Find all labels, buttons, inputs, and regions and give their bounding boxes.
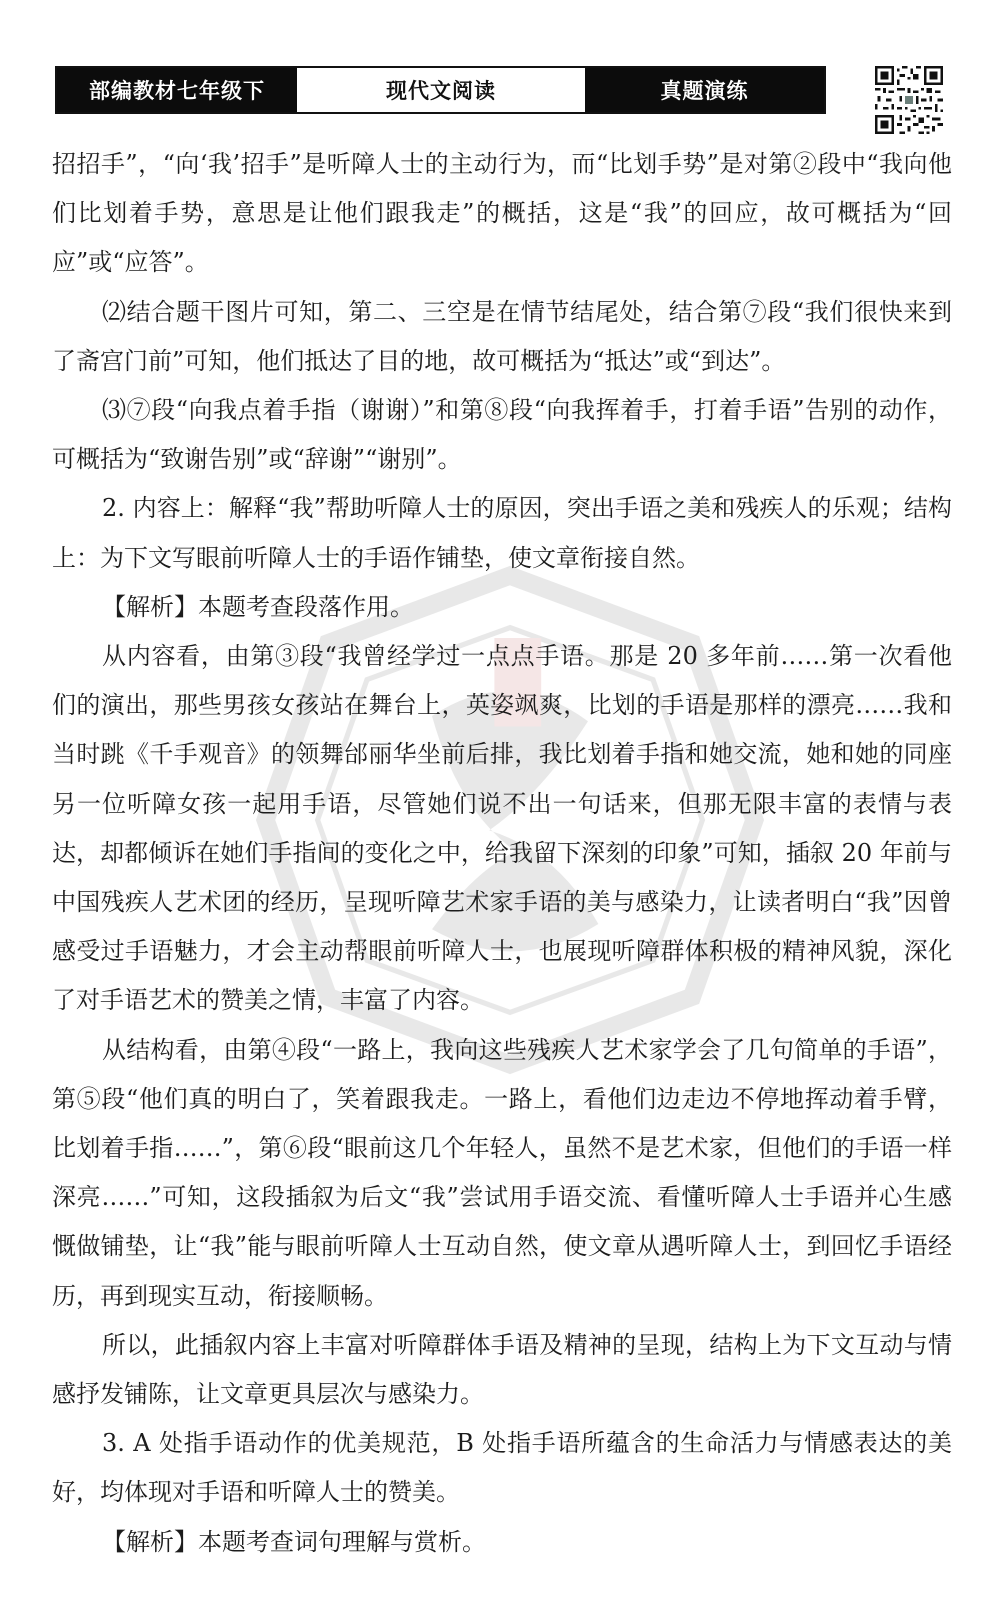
header-grade-label: 部编教材七年级下: [57, 68, 297, 112]
answer-question-2: 2. 内容上：解释“我”帮助听障人士的原因，突出手语之美和残疾人的乐观；结构上：为下文写眼前听障人士的手语作铺垫，使文章衔接自然。: [52, 494, 952, 572]
analysis-heading-2: 【解析】本题考查段落作用。: [102, 592, 414, 621]
header-practice-label: 真题演练: [585, 68, 824, 112]
answer-question-3: 3. A 处指手语动作的优美规范，B 处指手语所蕴含的生命活力与情感表达的美好，均体现对手语和听障人士的赞美。: [52, 1429, 952, 1507]
qr-code-icon: [875, 66, 943, 134]
header-section-label: 现代文阅读: [297, 68, 585, 112]
analysis-structure-paragraph: 从结构看，由第④段“一路上，我向这些残疾人艺术家学会了几句简单的手语”，第⑤段“他们真的明白了，笑着跟我走。一路上，看他们边走边不停地挥动着手臂，比划着手指……”，第⑥段“眼前这几个年轻人，虽然不是艺术家，但他们的手语一样深亮……”可知，这段插叙为后文“我”尝试用手语交流、看懂听障人士手语并心生感慨做铺垫，让“我”能与眼前听障人士互动自然，使文章从遇听障人士，到回忆手语经历，再到现实互动，衔接顺畅。: [52, 1035, 952, 1310]
answer-paragraph-2: ⑵结合题干图片可知，第二、三空是在情节结尾处，结合第⑦段“我们很快来到了斋宫门前”可知，他们抵达了目的地，故可概括为“抵达”或“到达”。: [52, 297, 952, 375]
analysis-summary-paragraph: 所以，此插叙内容上丰富对听障群体手语及精神的呈现，结构上为下文互动与情感抒发铺陈，让文章更具层次与感染力。: [52, 1330, 952, 1409]
analysis-heading-3: 【解析】本题考查词句理解与赏析。: [102, 1527, 486, 1556]
analysis-content-paragraph: 从内容看，由第③段“我曾经学过一点点手语。那是 20 多年前……第一次看他们的演出，那些男孩女孩站在舞台上，英姿飒爽，比划的手语是那样的漂亮……我和当时跳《千手观音》的领舞邰丽华坐前后排，我比划着手指和她交流，她和她的同座另一位听障女孩一起用手语，尽管她们说不出一句话来，但那无限丰富的表情与表达，却都倾诉在她们手指间的变化之中，给我留下深刻的印象”可知，插叙 20 年前与中国残疾人艺术团的经历，呈现听障艺术家手语的美与感染力，让读者明白“我”因曾感受过手语魅力，才会主动帮眼前听障人士，也展现听障群体积极的精神风貌，深化了对手语艺术的赞美之情，丰富了内容。: [52, 642, 952, 1015]
answer-paragraph-3: ⑶⑦段“向我点着手指（谢谢）”和第⑧段“向我挥着手，打着手语”告别的动作，可概括为“致谢告别”或“辞谢”“谢别”。: [52, 396, 952, 474]
answer-paragraph-1-continuation: 招招手”，“向‘我’招手”是听障人士的主动行为，而“比划手势”是对第②段中“我向他们比划着手势，意思是让他们跟我走”的概括，这是“我”的回应，故可概括为“回应”或“应答”。: [52, 150, 952, 277]
header-bar: [55, 66, 826, 114]
answer-text-body: [52, 140, 952, 1567]
